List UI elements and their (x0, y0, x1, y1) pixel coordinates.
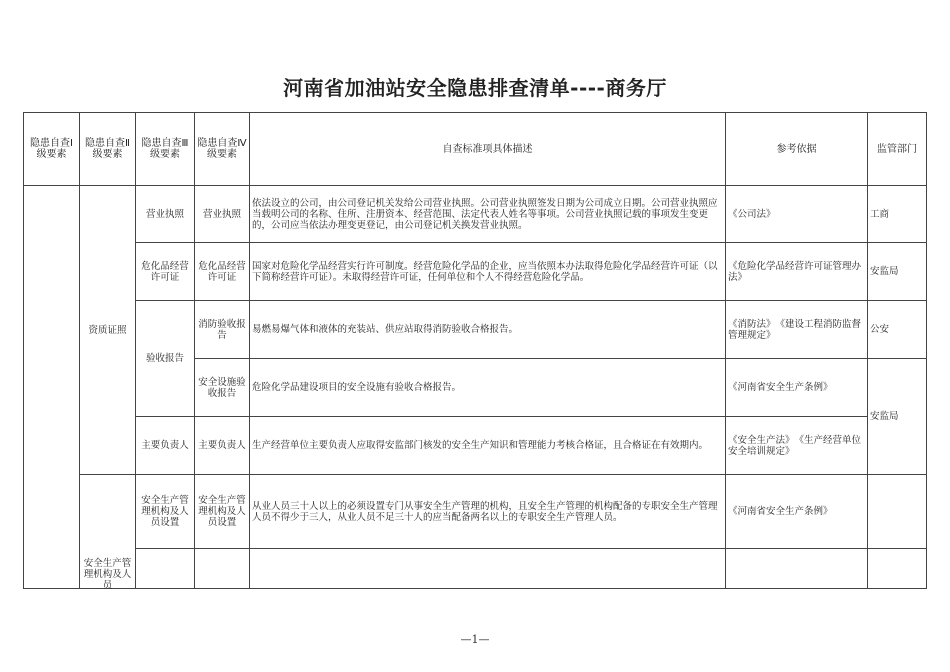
header-level2: 隐患自查Ⅱ级要素 (80, 113, 136, 186)
level4-cell: 安全设施验收报告 (195, 359, 250, 417)
level4-cell: 消防验收报告 (195, 301, 250, 359)
header-basis: 参考依据 (726, 113, 868, 186)
header-level4: 隐患自查Ⅳ级要素 (195, 113, 250, 186)
header-level3: 隐患自查Ⅲ级要素 (136, 113, 195, 186)
description-cell: 从业人员三十人以上的必须设置专门从事安全生产管理的机构，且安全生产管理的机构配备的专职安全生产管理人员不得少于三人，从业人员不足三十人的应当配备两名以上的专职安全生产管理人员。 (250, 475, 726, 549)
level3-cell: 安全生产管理机构及人员设置 (136, 475, 195, 549)
department-cell: 工商 (868, 186, 927, 243)
department-cell (868, 475, 927, 549)
table-row (24, 186, 927, 243)
hazard-checklist-sheet (23, 112, 926, 591)
hazard-checklist-table (23, 112, 927, 589)
header-department: 监管部门 (868, 113, 927, 186)
description-cell: 生产经营单位主要负责人应取得安监部门核发的安全生产知识和管理能力考核合格证，且合格证在有效期内。 (250, 417, 726, 475)
header-row (24, 113, 927, 186)
level4-cell: 安全生产管理机构及人员设置 (195, 475, 250, 549)
level4-cell: 营业执照 (195, 186, 250, 243)
level3-cell: 主要负责人 (136, 417, 195, 475)
department-cell: 安监局 (868, 359, 927, 475)
header-level1: 隐患自查Ⅰ级要素 (24, 113, 80, 186)
page-title: 河南省加油站安全隐患排查清单----商务厅 (283, 76, 667, 100)
level3-cell: 危化品经营许可证 (136, 243, 195, 301)
basis-cell: 《危险化学品经营许可证管理办法》 (726, 243, 868, 301)
table-row (24, 475, 927, 549)
table-row (24, 301, 927, 359)
basis-cell: 《消防法》 《建设工程消防监督管理规定》 (726, 301, 868, 359)
table-row (24, 549, 927, 589)
description-cell: 易燃易爆气体和液体的充装站、供应站取得消防验收合格报告。 (250, 301, 726, 359)
basis-cell: 《河南省安全生产条例》 (726, 475, 868, 549)
level3-cell: 验收报告 (136, 301, 195, 417)
group-safety-org: 安全生产管理机构及人员 (80, 475, 136, 589)
description-cell: 危险化学品建设项目的安全设施有验收合格报告。 (250, 359, 726, 417)
level4-cell: 主要负责人 (195, 417, 250, 475)
group-qualification: 资质证照 (80, 186, 136, 475)
basis-cell: 《河南省安全生产条例》 (726, 359, 868, 417)
level3-cell: 营业执照 (136, 186, 195, 243)
level1-cell (24, 186, 80, 589)
department-cell: 安监局 (868, 243, 927, 301)
description-cell: 依法设立的公司，由公司登记机关发给公司营业执照。公司营业执照签发日期为公司成立日期。公司营业执照应当载明公司的名称、住所、注册资本、经营范围、法定代表人姓名等事项。公司营业执照记载的事项发生变更的，公司应当依法办理变更登记，由公司登记机关换发营业执照。 (250, 186, 726, 243)
basis-cell: 《安全生产法》 《生产经营单位安全培训规定》 (726, 417, 868, 475)
basis-cell: 《公司法》 (726, 186, 868, 243)
table-row (24, 243, 927, 301)
page-number: —1— (460, 633, 490, 646)
level4-cell: 危化品经营许可证 (195, 243, 250, 301)
description-cell: 国家对危险化学品经营实行许可制度。经营危险化学品的企业，应当依照本办法取得危险化学品经营许可证（以下简称经营许可证）。未取得经营许可证，任何单位和个人不得经营危险化学品。 (250, 243, 726, 301)
header-description: 自查标准项具体描述 (250, 113, 726, 186)
department-cell: 公安 (868, 301, 927, 359)
table-row (24, 417, 927, 475)
